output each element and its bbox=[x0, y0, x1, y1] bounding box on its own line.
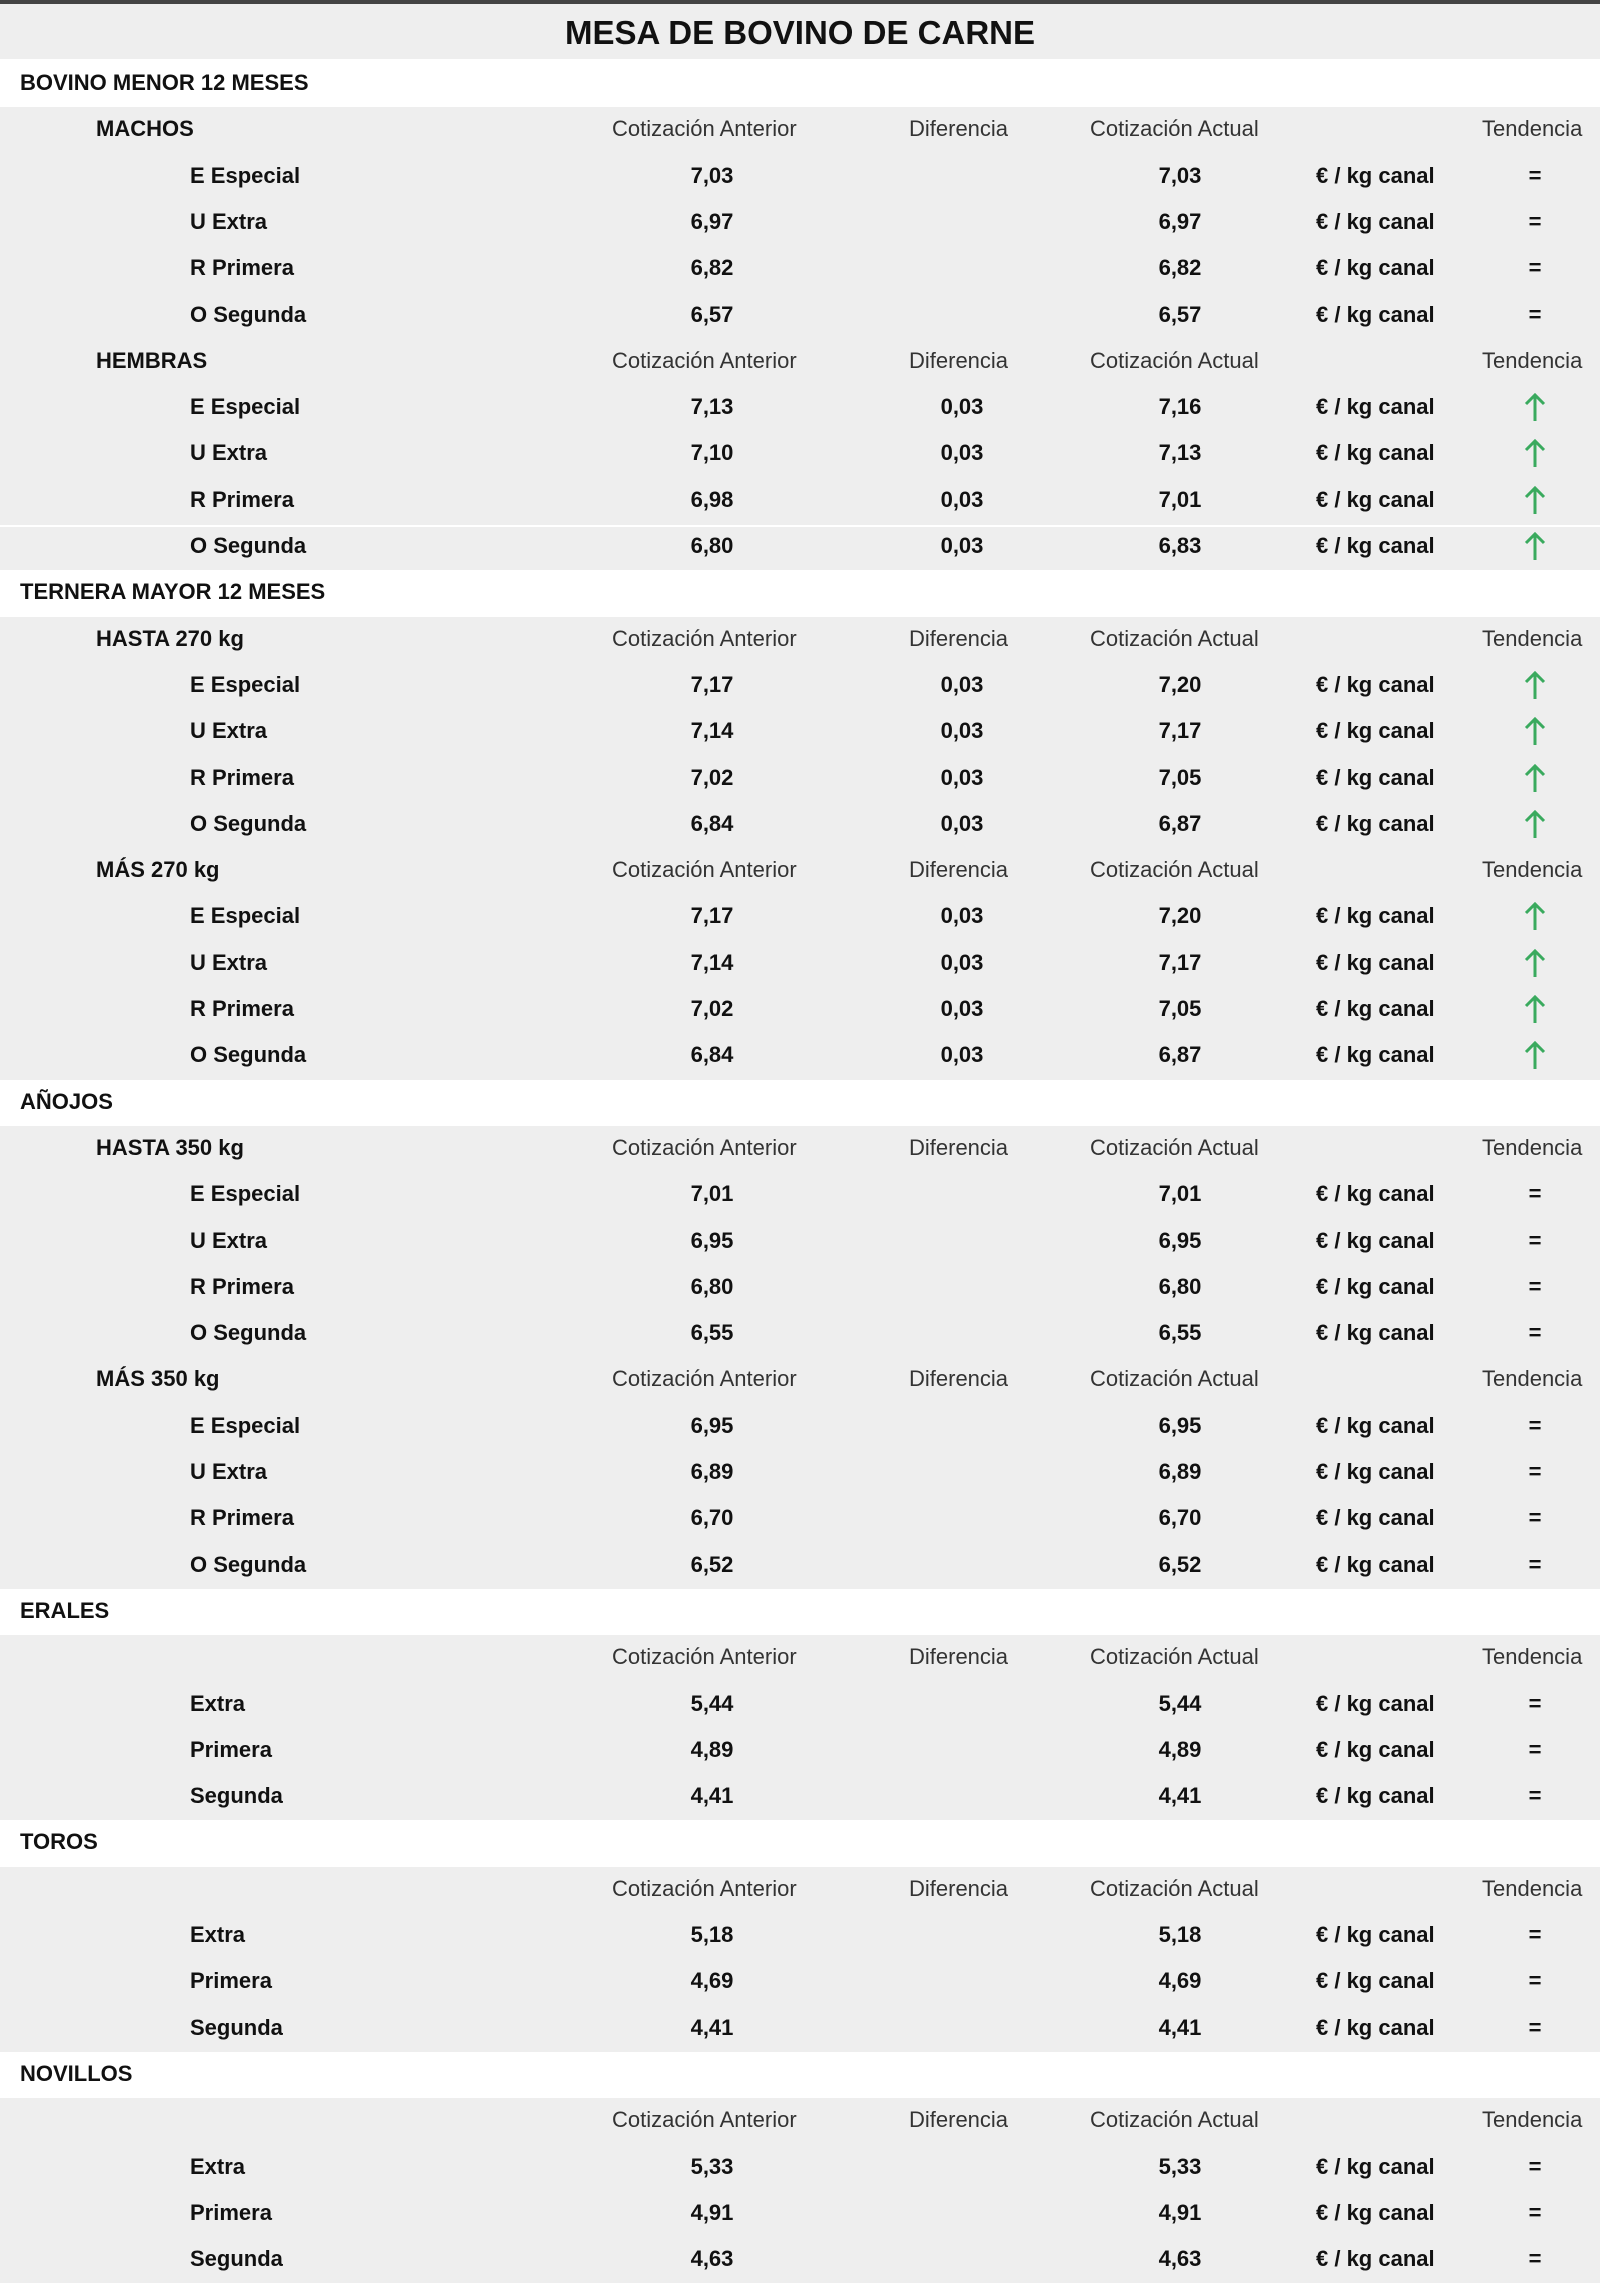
difference-value: 0,03 bbox=[940, 533, 984, 558]
current-price: 6,80 bbox=[1158, 1273, 1202, 1299]
unit-label: € / kg canal bbox=[1316, 903, 1435, 929]
grade-label: E Especial bbox=[190, 1181, 301, 1207]
table-row bbox=[0, 1728, 1600, 1772]
trend-up-icon bbox=[1505, 987, 1565, 1031]
column-header-row bbox=[0, 1867, 1600, 1911]
current-price: 7,05 bbox=[1158, 764, 1202, 790]
category-row bbox=[0, 570, 1600, 614]
trend-equal: = bbox=[1528, 208, 1542, 234]
column-header-row bbox=[0, 1357, 1600, 1401]
previous-price: 6,82 bbox=[690, 255, 734, 281]
unit-label: € / kg canal bbox=[1316, 486, 1435, 512]
table-row bbox=[0, 1496, 1600, 1540]
previous-price: 6,97 bbox=[690, 208, 734, 234]
trend-equal: = bbox=[1528, 2153, 1542, 2179]
grade-label: Extra bbox=[190, 2153, 246, 2179]
difference-value: 0,03 bbox=[940, 949, 984, 975]
header-cotizacion-anterior: Cotización Anterior bbox=[612, 1875, 797, 1901]
unit-label: € / kg canal bbox=[1316, 1922, 1435, 1947]
trend-up-icon bbox=[1505, 663, 1565, 707]
difference-value: 0,03 bbox=[940, 394, 984, 420]
difference-value bbox=[902, 1265, 1022, 1309]
previous-price: 7,17 bbox=[690, 671, 734, 697]
table-row bbox=[0, 1219, 1600, 1263]
table-row bbox=[0, 246, 1600, 290]
difference-value: 0,03 bbox=[940, 1042, 984, 1068]
previous-price: 5,44 bbox=[690, 1690, 734, 1716]
trend-equal: = bbox=[1528, 301, 1542, 327]
trend-up-icon bbox=[1505, 756, 1565, 800]
unit-label: € / kg canal bbox=[1316, 810, 1435, 836]
column-header-row bbox=[0, 2098, 1600, 2142]
difference-value: 0,03 bbox=[940, 810, 984, 836]
unit-label: € / kg canal bbox=[1316, 1412, 1435, 1438]
unit-label: € / kg canal bbox=[1316, 301, 1435, 327]
header-diferencia: Diferencia bbox=[909, 1366, 1009, 1392]
current-price: 6,95 bbox=[1158, 1227, 1202, 1253]
difference-value bbox=[902, 1728, 1022, 1772]
previous-price: 6,80 bbox=[690, 1273, 734, 1299]
grade-label: U Extra bbox=[190, 949, 268, 975]
trend-equal: = bbox=[1528, 162, 1542, 188]
difference-value bbox=[902, 1172, 1022, 1216]
grade-label: O Segunda bbox=[190, 810, 307, 836]
previous-price: 7,17 bbox=[690, 903, 734, 929]
header-cotizacion-actual: Cotización Actual bbox=[1090, 347, 1259, 373]
header-diferencia: Diferencia bbox=[909, 2107, 1009, 2133]
trend-up-icon bbox=[1505, 1033, 1565, 1077]
header-cotizacion-actual: Cotización Actual bbox=[1090, 1875, 1259, 1901]
table-row bbox=[0, 1404, 1600, 1448]
previous-price: 6,57 bbox=[690, 301, 734, 327]
current-price: 7,01 bbox=[1158, 1181, 1202, 1207]
difference-value bbox=[902, 1404, 1022, 1448]
table-row bbox=[0, 1033, 1600, 1077]
unit-label: € / kg canal bbox=[1316, 255, 1435, 281]
grade-label: Segunda bbox=[190, 2014, 283, 2040]
trend-equal: = bbox=[1528, 1227, 1542, 1253]
header-cotizacion-anterior: Cotización Anterior bbox=[612, 625, 797, 651]
previous-price: 4,69 bbox=[690, 1968, 734, 1994]
difference-value bbox=[902, 2191, 1022, 2235]
trend-up-icon bbox=[1505, 709, 1565, 753]
header-diferencia: Diferencia bbox=[909, 347, 1009, 373]
previous-price: 7,14 bbox=[690, 949, 734, 975]
column-header-row bbox=[0, 1126, 1600, 1170]
header-cotizacion-actual: Cotización Actual bbox=[1090, 1644, 1259, 1670]
header-diferencia: Diferencia bbox=[909, 625, 1009, 651]
header-cotizacion-actual: Cotización Actual bbox=[1090, 1366, 1259, 1392]
table-row bbox=[0, 524, 1600, 568]
trend-equal: = bbox=[1528, 1412, 1542, 1438]
difference-value bbox=[902, 1496, 1022, 1540]
current-price: 7,03 bbox=[1158, 162, 1202, 188]
previous-price: 6,84 bbox=[690, 810, 734, 836]
previous-price: 7,01 bbox=[690, 1181, 734, 1207]
table-row bbox=[0, 293, 1600, 337]
trend-up-icon bbox=[1505, 524, 1565, 568]
trend-equal: = bbox=[1528, 1968, 1542, 1994]
trend-equal: = bbox=[1528, 1459, 1542, 1484]
grade-label: R Primera bbox=[190, 486, 294, 512]
grade-label: O Segunda bbox=[190, 1320, 307, 1346]
difference-value bbox=[902, 1959, 1022, 2003]
table-row bbox=[0, 385, 1600, 429]
difference-value: 0,03 bbox=[940, 764, 984, 790]
trend-equal: = bbox=[1528, 255, 1542, 281]
table-row bbox=[0, 2237, 1600, 2281]
previous-price: 6,95 bbox=[690, 1227, 734, 1253]
current-price: 6,52 bbox=[1158, 1551, 1202, 1577]
difference-value: 0,03 bbox=[940, 440, 984, 466]
table-row bbox=[0, 431, 1600, 475]
grade-label: R Primera bbox=[190, 1505, 294, 1531]
previous-price: 6,55 bbox=[690, 1320, 734, 1346]
header-tendencia: Tendencia bbox=[1482, 2107, 1583, 2133]
previous-price: 6,52 bbox=[690, 1551, 734, 1577]
header-tendencia: Tendencia bbox=[1482, 1875, 1583, 1901]
difference-value: 0,03 bbox=[940, 903, 984, 929]
trend-equal: = bbox=[1528, 1551, 1542, 1577]
current-price: 7,17 bbox=[1158, 949, 1202, 975]
header-cotizacion-anterior: Cotización Anterior bbox=[612, 116, 797, 142]
difference-value bbox=[902, 2006, 1022, 2050]
unit-label: € / kg canal bbox=[1316, 1042, 1435, 1068]
difference-value: 0,03 bbox=[940, 718, 984, 744]
table-row bbox=[0, 941, 1600, 985]
category-row bbox=[0, 61, 1600, 105]
difference-value: 0,03 bbox=[940, 671, 984, 697]
difference-value: 0,03 bbox=[940, 486, 984, 512]
grade-label: O Segunda bbox=[190, 1551, 307, 1577]
subcategory-label: MÁS 350 kg bbox=[96, 1366, 220, 1392]
difference-value: 0,03 bbox=[940, 996, 984, 1021]
current-price: 5,44 bbox=[1158, 1690, 1202, 1716]
category-label: TERNERA MAYOR 12 MESES bbox=[20, 579, 326, 605]
header-cotizacion-anterior: Cotización Anterior bbox=[612, 2107, 797, 2133]
table-row bbox=[0, 756, 1600, 800]
column-header-row bbox=[0, 617, 1600, 661]
unit-label: € / kg canal bbox=[1316, 1273, 1435, 1299]
current-price: 5,33 bbox=[1158, 2153, 1202, 2179]
trend-equal: = bbox=[1528, 1922, 1542, 1947]
previous-price: 6,84 bbox=[690, 1042, 734, 1068]
unit-label: € / kg canal bbox=[1316, 440, 1435, 466]
header-cotizacion-anterior: Cotización Anterior bbox=[612, 347, 797, 373]
category-label: ERALES bbox=[20, 1597, 110, 1623]
column-header-row bbox=[0, 107, 1600, 151]
difference-value bbox=[902, 2145, 1022, 2189]
previous-price: 4,63 bbox=[690, 2246, 734, 2272]
current-price: 6,87 bbox=[1158, 1042, 1202, 1068]
difference-value bbox=[902, 154, 1022, 198]
unit-label: € / kg canal bbox=[1316, 949, 1435, 975]
difference-value bbox=[902, 246, 1022, 290]
subcategory-label: MACHOS bbox=[96, 116, 194, 142]
grade-label: R Primera bbox=[190, 996, 294, 1021]
column-header-row bbox=[0, 848, 1600, 892]
grade-label: Extra bbox=[190, 1690, 246, 1716]
subcategory-label: HASTA 350 kg bbox=[96, 1134, 244, 1160]
category-row bbox=[0, 1589, 1600, 1633]
subcategory-label: MÁS 270 kg bbox=[96, 857, 220, 883]
current-price: 6,97 bbox=[1158, 208, 1202, 234]
category-row bbox=[0, 2052, 1600, 2096]
header-diferencia: Diferencia bbox=[909, 1875, 1009, 1901]
current-price: 6,95 bbox=[1158, 1412, 1202, 1438]
previous-price: 7,10 bbox=[690, 440, 734, 466]
table-row bbox=[0, 478, 1600, 522]
previous-price: 6,80 bbox=[690, 533, 734, 558]
previous-price: 4,41 bbox=[690, 2014, 734, 2040]
unit-label: € / kg canal bbox=[1316, 1736, 1435, 1762]
current-price: 7,20 bbox=[1158, 671, 1202, 697]
current-price: 6,82 bbox=[1158, 255, 1202, 281]
trend-equal: = bbox=[1528, 1690, 1542, 1716]
header-tendencia: Tendencia bbox=[1482, 347, 1583, 373]
grade-label: Extra bbox=[190, 1922, 246, 1947]
current-price: 6,89 bbox=[1158, 1459, 1202, 1484]
header-diferencia: Diferencia bbox=[909, 116, 1009, 142]
header-tendencia: Tendencia bbox=[1482, 625, 1583, 651]
previous-price: 7,02 bbox=[690, 996, 734, 1021]
grade-label: U Extra bbox=[190, 208, 268, 234]
grade-label: E Especial bbox=[190, 903, 301, 929]
grade-label: O Segunda bbox=[190, 533, 307, 558]
unit-label: € / kg canal bbox=[1316, 1227, 1435, 1253]
current-price: 7,20 bbox=[1158, 903, 1202, 929]
unit-label: € / kg canal bbox=[1316, 1551, 1435, 1577]
header-diferencia: Diferencia bbox=[909, 857, 1009, 883]
table-row bbox=[0, 154, 1600, 198]
table-row bbox=[0, 1450, 1600, 1494]
subcategory-label: HASTA 270 kg bbox=[96, 625, 244, 651]
grade-label: U Extra bbox=[190, 1227, 268, 1253]
unit-label: € / kg canal bbox=[1316, 1181, 1435, 1207]
header-tendencia: Tendencia bbox=[1482, 1134, 1583, 1160]
header-tendencia: Tendencia bbox=[1482, 857, 1583, 883]
difference-value bbox=[902, 1311, 1022, 1355]
trend-equal: = bbox=[1528, 1273, 1542, 1299]
table-row bbox=[0, 987, 1600, 1031]
current-price: 4,69 bbox=[1158, 1968, 1202, 1994]
current-price: 4,41 bbox=[1158, 2014, 1202, 2040]
trend-equal: = bbox=[1528, 1320, 1542, 1346]
category-label: NOVILLOS bbox=[20, 2060, 133, 2086]
table-row bbox=[0, 2191, 1600, 2235]
unit-label: € / kg canal bbox=[1316, 1968, 1435, 1994]
current-price: 7,05 bbox=[1158, 996, 1202, 1021]
trend-up-icon bbox=[1505, 941, 1565, 985]
difference-value bbox=[902, 293, 1022, 337]
grade-label: Segunda bbox=[190, 1783, 283, 1809]
header-diferencia: Diferencia bbox=[909, 1134, 1009, 1160]
grade-label: E Especial bbox=[190, 394, 301, 420]
current-price: 7,16 bbox=[1158, 394, 1202, 420]
table-row bbox=[0, 1172, 1600, 1216]
table-row bbox=[0, 2145, 1600, 2189]
difference-value bbox=[902, 200, 1022, 244]
table-row bbox=[0, 1959, 1600, 2003]
column-header-row bbox=[0, 339, 1600, 383]
previous-price: 4,41 bbox=[690, 1783, 734, 1809]
header-tendencia: Tendencia bbox=[1482, 116, 1583, 142]
unit-label: € / kg canal bbox=[1316, 2199, 1435, 2225]
current-price: 7,01 bbox=[1158, 486, 1202, 512]
table-row bbox=[0, 1774, 1600, 1818]
grade-label: R Primera bbox=[190, 255, 294, 281]
unit-label: € / kg canal bbox=[1316, 208, 1435, 234]
unit-label: € / kg canal bbox=[1316, 764, 1435, 790]
header-cotizacion-actual: Cotización Actual bbox=[1090, 1134, 1259, 1160]
category-label: BOVINO MENOR 12 MESES bbox=[20, 70, 309, 95]
unit-label: € / kg canal bbox=[1316, 1690, 1435, 1716]
row-separator bbox=[0, 525, 1600, 527]
unit-label: € / kg canal bbox=[1316, 1505, 1435, 1531]
trend-equal: = bbox=[1528, 1783, 1542, 1809]
difference-value bbox=[902, 1682, 1022, 1726]
previous-price: 6,95 bbox=[690, 1412, 734, 1438]
previous-price: 7,02 bbox=[690, 764, 734, 790]
header-cotizacion-anterior: Cotización Anterior bbox=[612, 1366, 797, 1392]
difference-value bbox=[902, 2237, 1022, 2281]
category-row bbox=[0, 1080, 1600, 1124]
header-cotizacion-anterior: Cotización Anterior bbox=[612, 1644, 797, 1670]
trend-up-icon bbox=[1505, 894, 1565, 938]
previous-price: 5,18 bbox=[690, 1922, 734, 1947]
unit-label: € / kg canal bbox=[1316, 671, 1435, 697]
unit-label: € / kg canal bbox=[1316, 394, 1435, 420]
current-price: 6,55 bbox=[1158, 1320, 1202, 1346]
current-price: 6,70 bbox=[1158, 1505, 1202, 1531]
trend-equal: = bbox=[1528, 1505, 1542, 1531]
difference-value bbox=[902, 1450, 1022, 1494]
previous-price: 7,13 bbox=[690, 394, 734, 420]
previous-price: 5,33 bbox=[690, 2153, 734, 2179]
grade-label: E Especial bbox=[190, 1412, 301, 1438]
current-price: 6,83 bbox=[1158, 533, 1202, 558]
grade-label: E Especial bbox=[190, 162, 301, 188]
unit-label: € / kg canal bbox=[1316, 162, 1435, 188]
trend-equal: = bbox=[1528, 2014, 1542, 2040]
grade-label: O Segunda bbox=[190, 301, 307, 327]
table-row bbox=[0, 1913, 1600, 1957]
category-label: AÑOJOS bbox=[20, 1088, 113, 1114]
difference-value bbox=[902, 1913, 1022, 1957]
table-row bbox=[0, 1265, 1600, 1309]
trend-equal: = bbox=[1528, 1181, 1542, 1207]
previous-price: 6,98 bbox=[690, 486, 734, 512]
difference-value bbox=[902, 1219, 1022, 1263]
subcategory-label: HEMBRAS bbox=[96, 347, 208, 373]
header-cotizacion-actual: Cotización Actual bbox=[1090, 857, 1259, 883]
header-cotizacion-actual: Cotización Actual bbox=[1090, 2107, 1259, 2133]
table-row bbox=[0, 1311, 1600, 1355]
current-price: 4,41 bbox=[1158, 1783, 1202, 1809]
header-cotizacion-actual: Cotización Actual bbox=[1090, 116, 1259, 142]
page-title: MESA DE BOVINO DE CARNE bbox=[0, 4, 1600, 59]
current-price: 7,17 bbox=[1158, 718, 1202, 744]
unit-label: € / kg canal bbox=[1316, 2153, 1435, 2179]
previous-price: 6,89 bbox=[690, 1459, 734, 1484]
grade-label: R Primera bbox=[190, 1273, 294, 1299]
previous-price: 7,03 bbox=[690, 162, 734, 188]
trend-up-icon bbox=[1505, 478, 1565, 522]
category-label: TOROS bbox=[20, 1829, 98, 1855]
current-price: 6,87 bbox=[1158, 810, 1202, 836]
grade-label: O Segunda bbox=[190, 1042, 307, 1068]
grade-label: Primera bbox=[190, 1736, 272, 1762]
grade-label: U Extra bbox=[190, 1459, 268, 1484]
header-cotizacion-actual: Cotización Actual bbox=[1090, 625, 1259, 651]
table-row bbox=[0, 200, 1600, 244]
grade-label: Primera bbox=[190, 1968, 272, 1994]
unit-label: € / kg canal bbox=[1316, 2246, 1435, 2272]
grade-label: Segunda bbox=[190, 2246, 283, 2272]
grade-label: U Extra bbox=[190, 718, 268, 744]
trend-up-icon bbox=[1505, 431, 1565, 475]
table-row bbox=[0, 1682, 1600, 1726]
previous-price: 6,70 bbox=[690, 1505, 734, 1531]
table-row bbox=[0, 2006, 1600, 2050]
header-tendencia: Tendencia bbox=[1482, 1366, 1583, 1392]
trend-equal: = bbox=[1528, 1736, 1542, 1762]
previous-price: 4,89 bbox=[690, 1736, 734, 1762]
table-row bbox=[0, 1543, 1600, 1587]
header-cotizacion-anterior: Cotización Anterior bbox=[612, 857, 797, 883]
grade-label: E Especial bbox=[190, 671, 301, 697]
difference-value bbox=[902, 1774, 1022, 1818]
trend-up-icon bbox=[1505, 802, 1565, 846]
grade-label: U Extra bbox=[190, 440, 268, 466]
header-diferencia: Diferencia bbox=[909, 1644, 1009, 1670]
current-price: 6,57 bbox=[1158, 301, 1202, 327]
table-row bbox=[0, 894, 1600, 938]
unit-label: € / kg canal bbox=[1316, 718, 1435, 744]
unit-label: € / kg canal bbox=[1316, 1783, 1435, 1809]
previous-price: 4,91 bbox=[690, 2199, 734, 2225]
unit-label: € / kg canal bbox=[1316, 533, 1435, 558]
current-price: 4,63 bbox=[1158, 2246, 1202, 2272]
trend-equal: = bbox=[1528, 2246, 1542, 2272]
table-row bbox=[0, 709, 1600, 753]
header-cotizacion-anterior: Cotización Anterior bbox=[612, 1134, 797, 1160]
trend-equal: = bbox=[1528, 2199, 1542, 2225]
trend-up-icon bbox=[1505, 385, 1565, 429]
grade-label: Primera bbox=[190, 2199, 272, 2225]
table-row bbox=[0, 663, 1600, 707]
grade-label: R Primera bbox=[190, 764, 294, 790]
previous-price: 7,14 bbox=[690, 718, 734, 744]
difference-value bbox=[902, 1543, 1022, 1587]
unit-label: € / kg canal bbox=[1316, 1459, 1435, 1484]
header-tendencia: Tendencia bbox=[1482, 1644, 1583, 1670]
table-row bbox=[0, 802, 1600, 846]
current-price: 4,91 bbox=[1158, 2199, 1202, 2225]
current-price: 5,18 bbox=[1158, 1922, 1202, 1947]
unit-label: € / kg canal bbox=[1316, 996, 1435, 1021]
column-header-row bbox=[0, 1635, 1600, 1679]
current-price: 7,13 bbox=[1158, 440, 1202, 466]
category-row bbox=[0, 1820, 1600, 1864]
unit-label: € / kg canal bbox=[1316, 2014, 1435, 2040]
current-price: 4,89 bbox=[1158, 1736, 1202, 1762]
unit-label: € / kg canal bbox=[1316, 1320, 1435, 1346]
